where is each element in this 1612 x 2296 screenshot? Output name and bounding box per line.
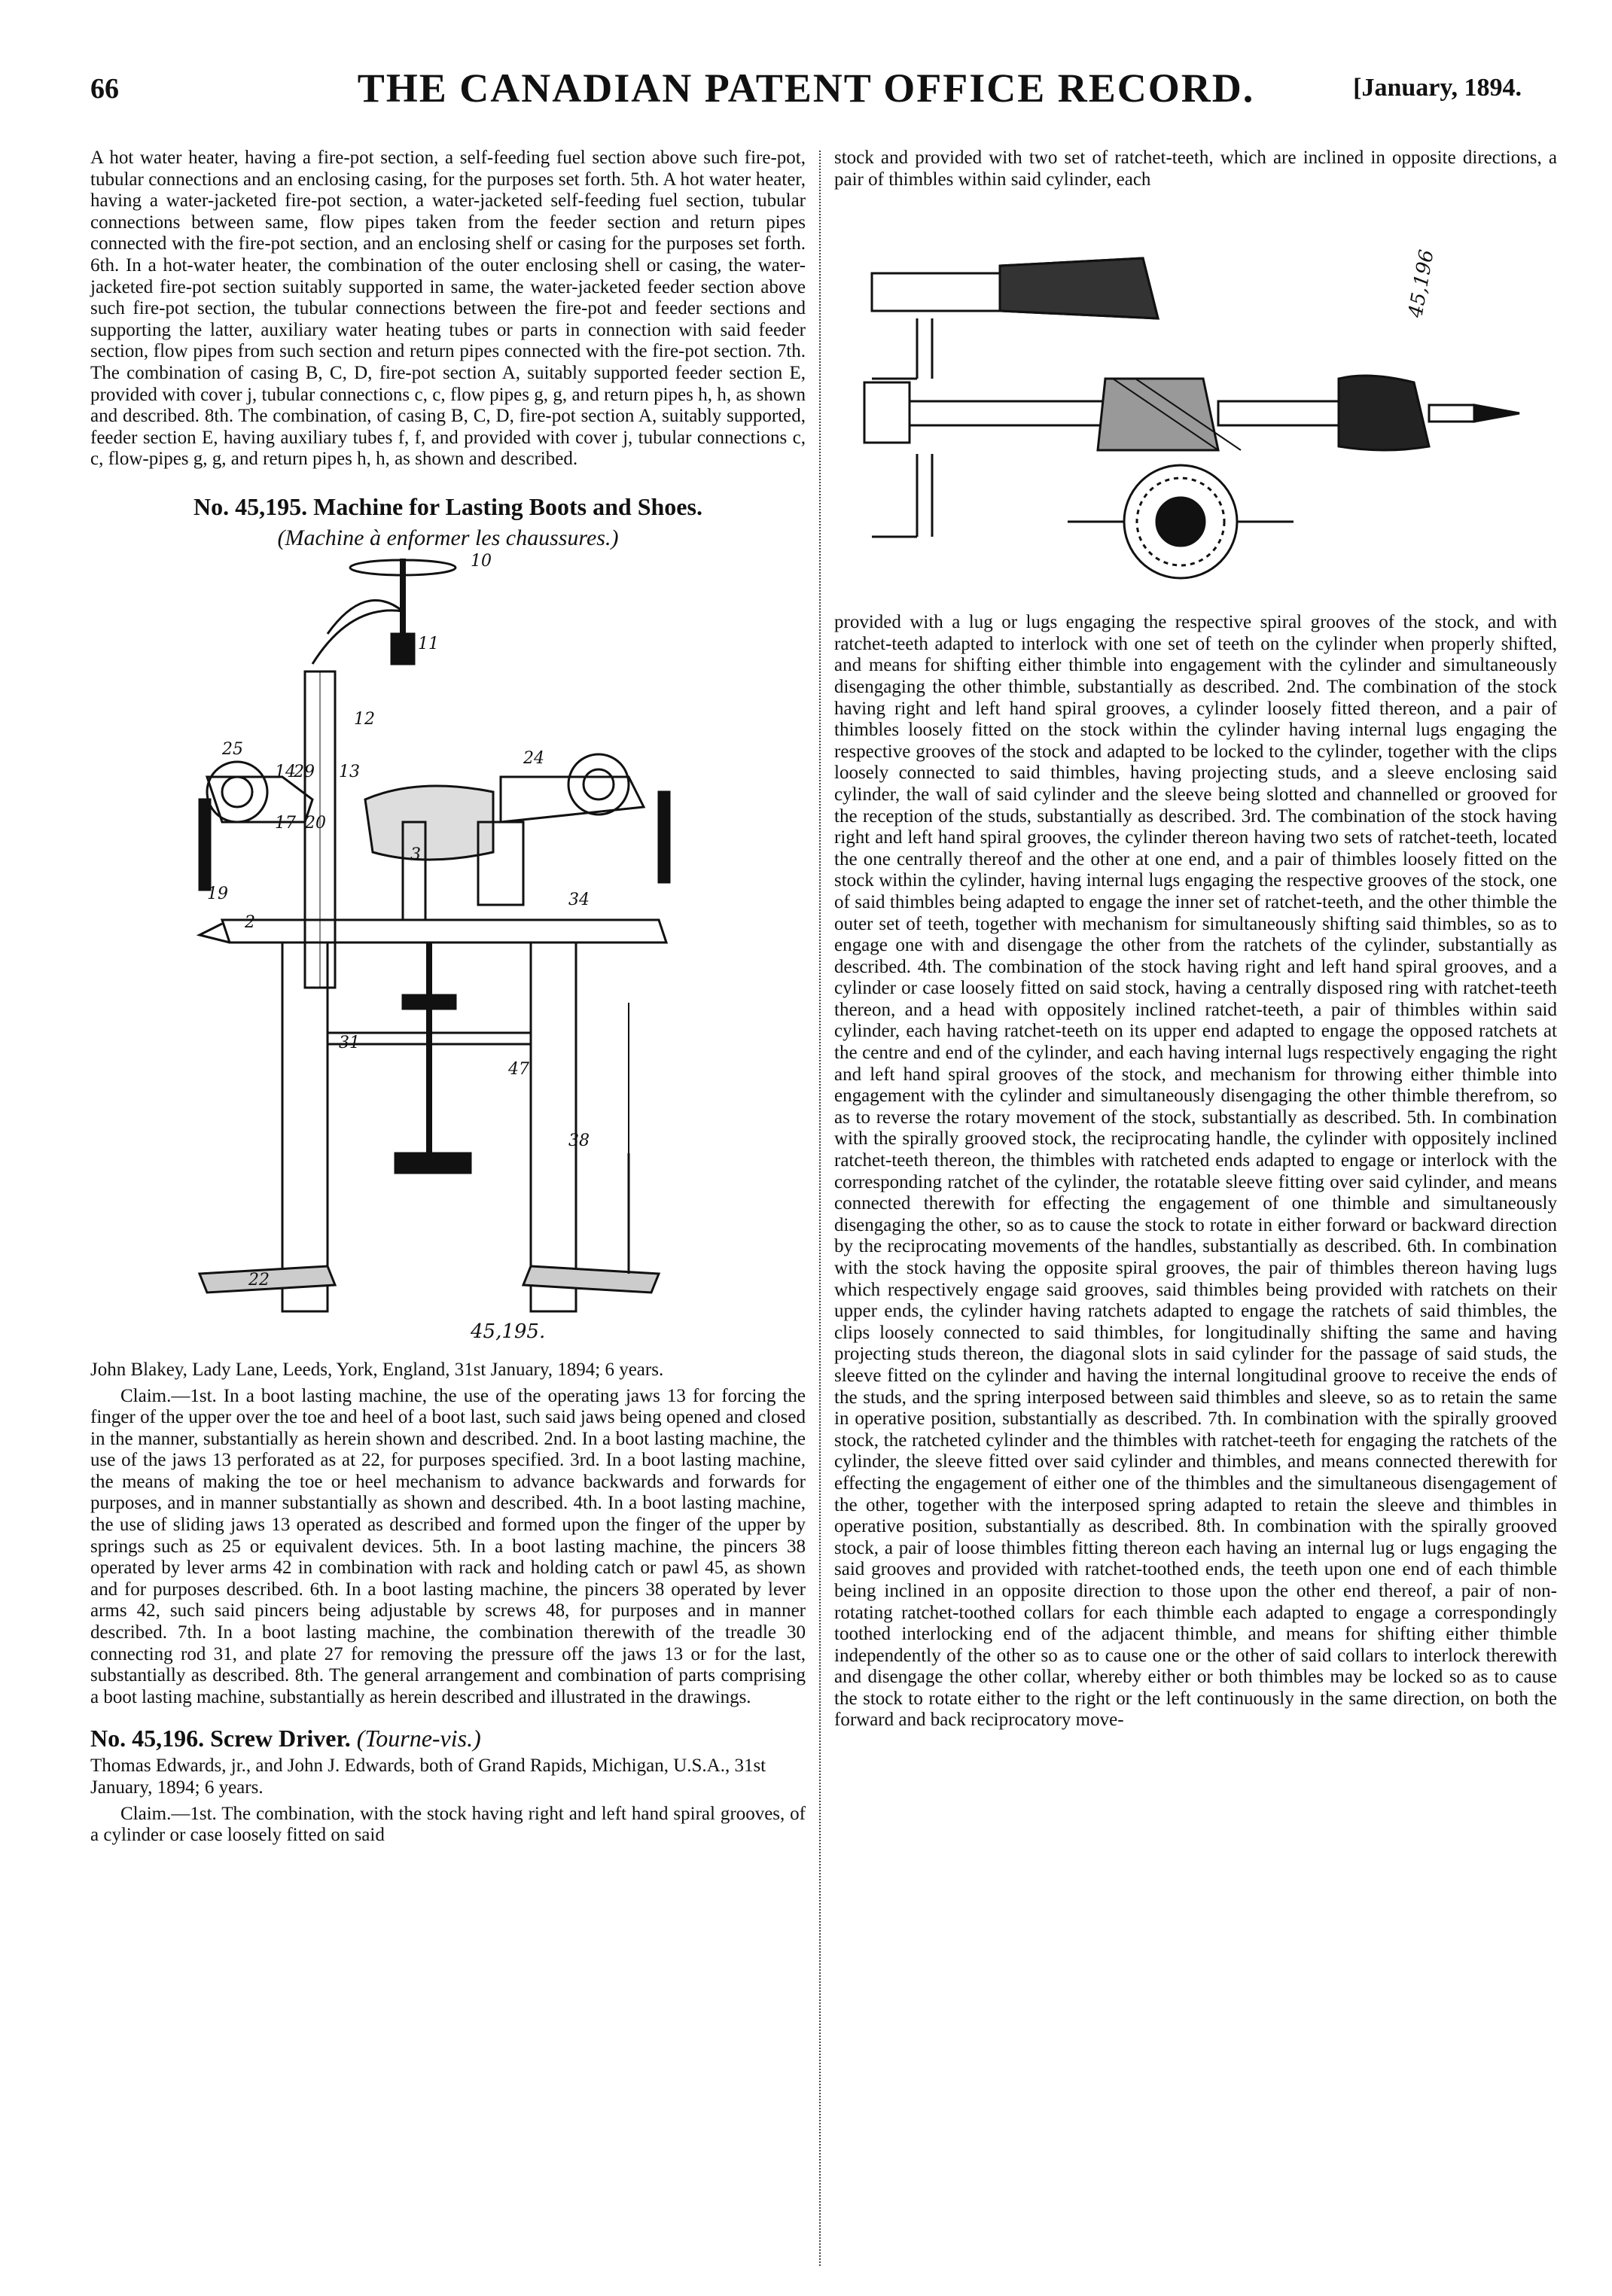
figure-label: 3 [410,845,421,864]
journal-title: THE CANADIAN PATENT OFFICE RECORD. [357,65,1255,111]
figure-label: 17 [275,813,296,833]
patent-claims-start: Claim.—1st. The combination, with the stock having right and left hand spiral grooves, of a cylinder or case loosely fitted on said [90,1803,806,1846]
screw-driver-drawing [842,190,1550,612]
patent-title: Screw Driver. [210,1725,351,1752]
right-column [834,148,1557,2266]
figure-label: 22 [248,1270,270,1290]
figure-caption: 45,195. [471,1320,546,1343]
figure-label: 20 [305,813,326,833]
figure-label: 19 [207,884,228,903]
issue-date: [January, 1894. [1353,74,1522,102]
figure-label: 2 [245,912,255,932]
figure-label: 47 [508,1059,529,1079]
continued-claims-text: stock and provided with two set of ratchet-teeth, which are inclined in opposite directions, a pair of thimbles within said cylinder, each [834,148,1557,190]
page-header [45,65,1567,117]
patent-inventor: John Blakey, Lady Lane, Leeds, York, England, 31st January, 1894; 6 years. [90,1359,664,1380]
patent-inventor: Thomas Edwards, jr., and John J. Edwards, both of Grand Rapids, Michigan, U.S.A., 31st January, 1894; 6 years. [90,1755,766,1798]
continued-claims-text: A hot water heater, having a fire-pot section, a self-feeding fuel section above such fire-pot, tubular connections and an enclosing casing, for the purposes set forth. 5th. A hot water heater, having a water-jacketed fire-pot section, a water-jacketed self-feeding fuel section, tubular connections between same, flow pipes taken from the feeder section and return pipes connected with the fire-pot section, and an enclosing shelf or casing for the purposes set forth. 6th. In a hot-water heater, the combination of the outer enclosing shell or casing, the water-jacketed fire-pot section suitably supported in same, the water-jacketed feeder section above such fire-pot section, the tubular connections between the fire-pot and feeder sections and supporting the latter, auxiliary water heating tubes or parts in connection with said feeder section, flow pipes from such section and return pipes connected with the fire-pot section. 7th. The combination of casing B, C, D, fire-pot section A, suitably supported feeder section E, provided with cover j, tubular connections c, c, flow pipes g, g, and return pipes h, h, as shown and described. 8th. The combination, of casing B, C, D, fire-pot section A, suitably supported, feeder section E, having auxiliary tubes f, f, and provided with cover j, tubular connections c, c, flow-pipes g, g, and return pipes h, h, as shown and described. [90,148,806,470]
figure-label: 31 [339,1033,360,1052]
figure-label: 29 [294,762,315,781]
patent-number: No. 45,196. [90,1725,205,1752]
figure-label: 11 [418,634,439,653]
figure-label: 14 [275,762,296,781]
column-divider [819,151,821,2266]
patent-heading-45195 [90,493,806,521]
figure-label: 10 [471,551,492,571]
figure-label: 38 [568,1131,590,1150]
figure-label: 34 [568,890,590,909]
patent-title: Machine for Lasting Boots and Shoes. [313,492,702,520]
figure-caption: 45,196 [1404,248,1439,320]
figure-label: 12 [354,709,375,729]
figure-label: 13 [339,762,360,781]
figure-label: 24 [523,748,544,768]
figure-label: 25 [222,739,243,759]
patent-heading-45196 [90,1725,806,1752]
page-number: 66 [90,73,119,105]
patent-number: No. 45,195. [194,492,308,520]
lasting-machine-drawing [177,551,719,1349]
left-column [90,148,806,2266]
patent-claims-continued: provided with a lug or lugs engaging the respective spiral grooves of the stock, and with ratchet-teeth adapted to interlock with one set of teeth on the cylinder when properly shifted, and means for shifting either thimble into engagement with the cylinder and simultaneously disengaging the other thimble, substantially as described. 2nd. The combination of the stock having right and left hand spiral grooves, a cylinder loosely fitted thereon, and a pair of thimbles loosely fitted on the stock within the cylinder having internal lugs engaging the respective grooves of the stock and adapted to be locked to the cylinder, together with the clips loosely connected to said thimbles, having projecting studs, and a sleeve enclosing said cylinder, the wall of said cylinder and the sleeve being slotted and channelled or grooved for the reception of the studs, substantially as described. 3rd. The combination of the stock having right and left hand spiral grooves, the cylinder thereon having two sets of ratchet-teeth, located the one centrally thereof and the other at one end, and a pair of thimbles loosely fitted on the stock within the cylinder, having internal lugs engaging the respective grooves of the stock, one of said thimbles being adapted to engage the inner set of ratchet-teeth, and the other thimble the outer set of teeth, together with mechanism for simultaneously shifting said thimbles, so as to engage one with and disengage the other from the ratchets of the cylinder, substantially as described. 4th. The combination of the stock having right and left hand spiral grooves, and a cylinder or case loosely fitted on said stock, having a centrally disposed ring with ratchet-teeth thereon, and a head with oppositely inclined ratchet-teeth, a pair of thimbles within said cylinder, each having ratchet-teeth on its upper end adapted to engage the opposed ratchets at the centre and end of the cylinder, and each having internal lugs respectively engaging the right and left hand spiral grooves of the stock, and mechanism for throwing either thimble into engagement with the cylinder and simultaneously disengaging the other thimble therefrom, so as to reverse the rotary movement of the stock, substantially as described. 5th. In combination with the spirally grooved stock, the reciprocating handle, the cylinder with oppositely inclined ratchet-teeth thereon, the thimbles with ratcheted ends adapted to engage or interlock with the corresponding ratchet of the cylinder, the rotatable sleeve fitting over said cylinder, and means connected therewith for effecting the engagement of one thimble and simultaneously disengaging the other, so as to cause the stock to rotate in either forward or backward direction by the reciprocating movements of the handles, substantially as described. 6th. In combination with the stock having the opposite spiral grooves, the pair of thimbles thereon having lugs which respectively engage said grooves, said thimbles being provided with ratchets on their upper ends, the cylinder having ratchets adapted to engage the ratchets of said thimbles, the clips loosely connected to said thimbles, for longitudinally shifting the same and having projecting studs thereon, the diagonal slots in said cylinder for the passage of said studs, the sleeve fitted on the cylinder and having the internal longitudinal groove to receive the ends of the studs, and the spring interposed between said thimbles and sleeve, so as to retain the same in operative position, substantially as described. 7th. In combination with the spirally grooved stock, the ratcheted cylinder and the thimbles with ratchet-teeth for engaging the ratchets of the cylinder, the sleeve fitted over said cylinder and thimbles, and means connected therewith for effecting the engagement of either one of the thimbles and the simultaneous disengagement of the other, together with the interposed spring adapted to retain the sleeve and thimbles in operative position, substantially as described. 8th. In combination with the spirally grooved stock, a pair of loose thimbles fitting thereon each having an internal lug or lugs engaging the said grooves and provided with ratchet-toothed ends, the teeth upon one end of each thimble being inclined in an opposite direction to those upon the other end thereof, a pair of non-rotating ratchet-toothed collars for each thimble each adapted to engage a correspondingly toothed interlocking end of the adjacent thimble, and means for shifting either thimble independently of the other so as to cause one or the other of said collars to interlock therewith and disengage the other collar, whereby either or both thimbles may be locked so as to cause the stock to rotate either to the right or the left continuously in the same direction, on both the forward and back reciprocatory move- [834,612,1557,1731]
patent-french-title: (Machine à enformer les chaussures.) [277,525,619,550]
patent-french-title: (Tourne-vis.) [356,1725,481,1752]
patent-claims: Claim.—1st. In a boot lasting machine, the use of the operating jaws 13 for forcing the finger of the upper over the toe and heel of a boot last, such said jaws being opened and closed in the manner, substantially as herein shown and described. 2nd. In a boot lasting machine, the use of the jaws 13 perforated as at 22, for purposes specified. 3rd. In a boot lasting machine, the means of making the toe or heel mechanism to advance backwards and forwards for purposes, and in manner substantially as shown and described. 4th. In a boot lasting machine, the use of sliding jaws 13 operated as described and formed upon the finger of the upper by springs such as 25 or equivalent devices. 5th. In a boot lasting machine, the pincers 38 operated by lever arms 42 in combination with rack and holding catch or pawl 45, as shown and for purposes described. 6th. In a boot lasting machine, the pincers 38 operated by lever arms 42, such said pincers being adjustable by screws 48, for purposes and in manner described. 7th. In a boot lasting machine, the combination therewith of the treadle 30 connecting rod 31, and plate 27 for removing the pressure off the jaws 13 or for the last, substantially as described. 8th. The general arrangement and combination of parts comprising a boot lasting machine, substantially as herein described and illustrated in the drawings. [90,1385,806,1707]
